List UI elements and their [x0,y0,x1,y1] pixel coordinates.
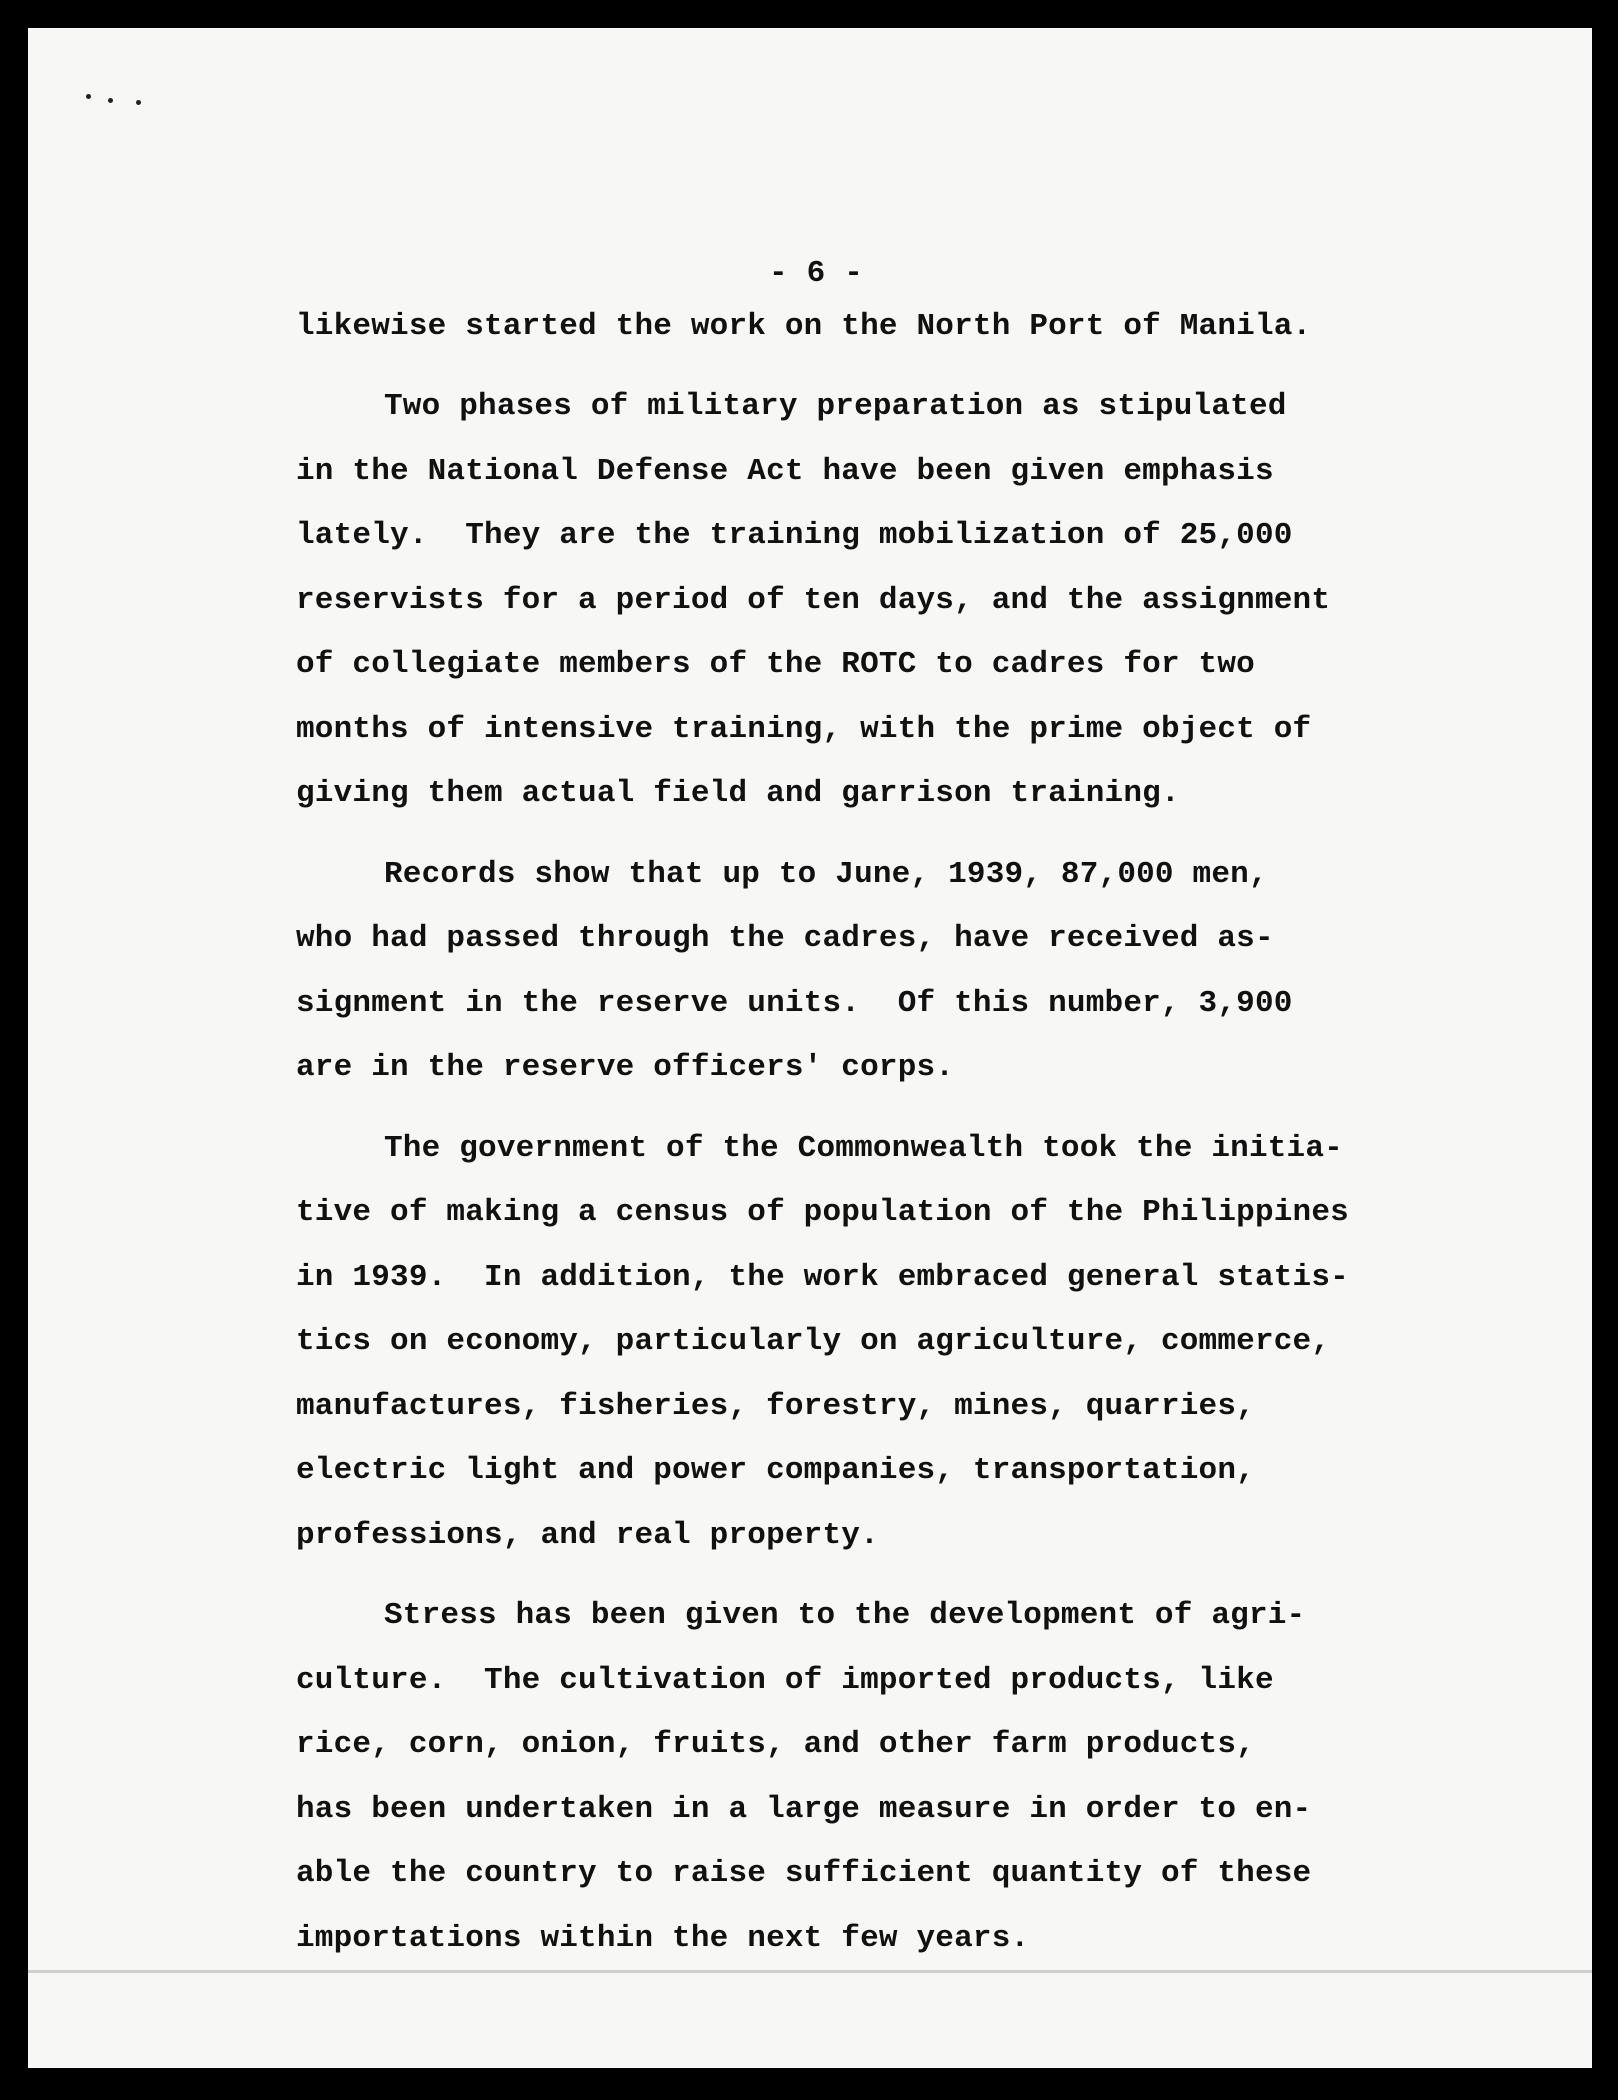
paragraph-records: Records show that up to June, 1939, 87,000 men, who had passed through the cadres, have received as- signment in the reserve units. Of this number, 3,900 are in the reserve officers' corps. [296,856,1293,1085]
paragraph-agriculture: Stress has been given to the development of agri- culture. The cultivation of imported products, like rice, corn, onion, fruits, and other farm products, has been undertaken in a large measure in order to en- able the country to raise sufficient quantity of these importations within the next few years. [296,1598,1312,1956]
scan-speck [108,98,113,103]
page-number: - 6 - [768,256,863,291]
paragraph-military-preparation: Two phases of military preparation as stipulated in the National Defense Act have been given emphasis lately. They are the training mobilization of 25,000 reservists for a period of ten days, and the assignment of collegiate members of the ROTC to cadres for two months of intensive training, with the prime object of giving them actual field and garrison training. [296,389,1331,811]
paragraph-continuation: likewise started the work on the North Port of Manila. [296,308,1312,344]
document-body [296,242,1436,1971]
scan-speck [136,100,141,105]
paragraph-census: The government of the Commonwealth took the initia- tive of making a census of population of the Philippines in 1939. In addition, the work embraced general statis- tics on economy, particularly on agriculture, commerce, manufactures, fisheries, forestry, mines, quarries, electric light and power companies, transportation, professions, and real property. [296,1130,1349,1553]
scan-speck [86,94,91,99]
